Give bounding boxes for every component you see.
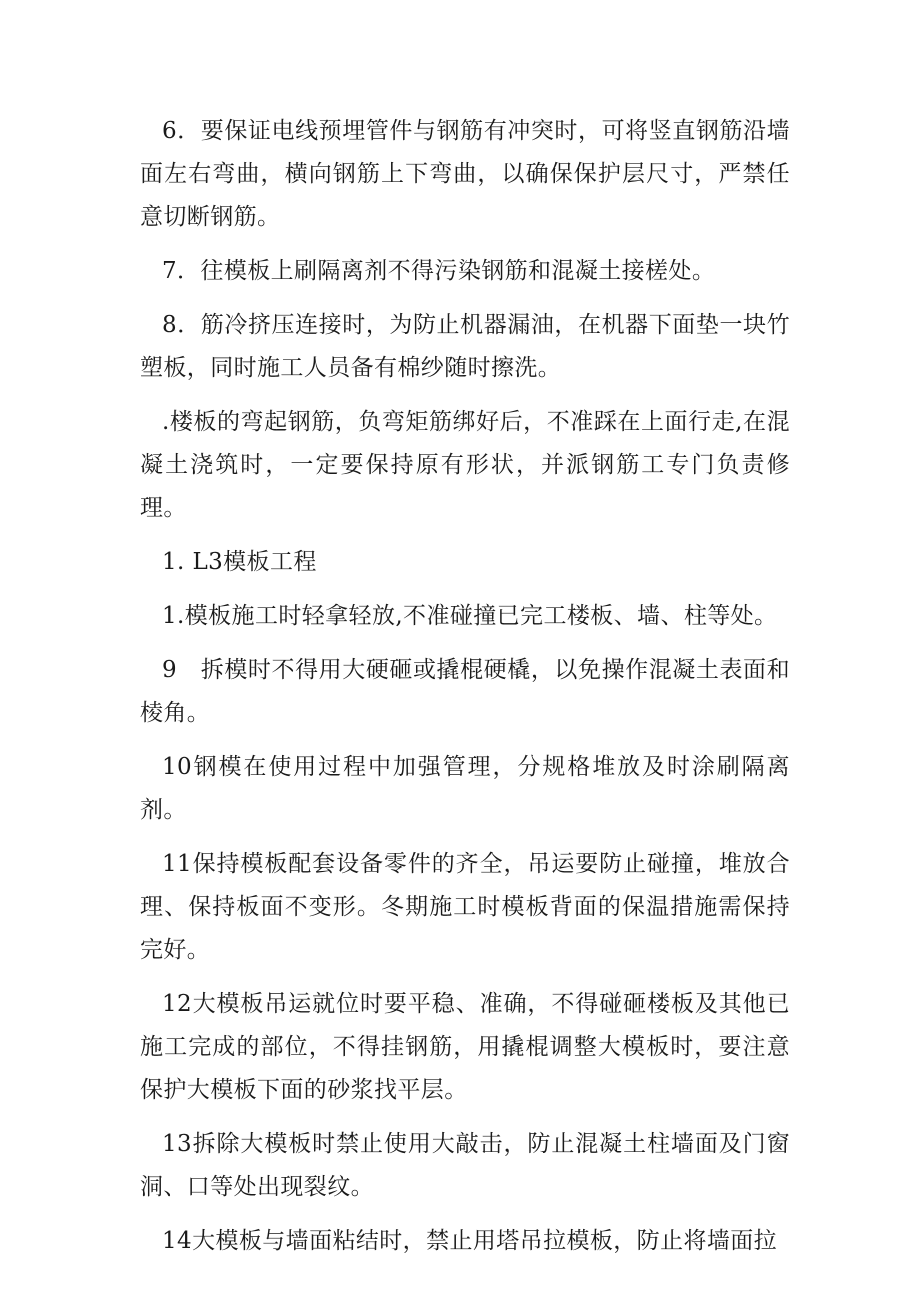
paragraph-item-6: 6．要保证电线预埋管件与钢筋有冲突时，可将竖直钢筋沿墙面左右弯曲，横向钢筋上下弯曲，以确保保护层尺寸，严禁任意切断钢筋。 [140,118,790,230]
section-heading-formwork: 1. L3模板工程 [162,549,317,575]
paragraph-item-11: 11保持模板配套设备零件的齐全，吊运要防止碰撞，堆放合理、保持板面不变形。冬期施工时模板背面的保温措施需保持完好。 [140,851,790,963]
paragraph-item-13: 13拆除大模板时禁止使用大敲击，防止混凝土柱墙面及门窗洞、口等处出现裂纹。 [140,1131,790,1200]
paragraph-item-12: 12大模板吊运就位时要平稳、准确，不得碰砸楼板及其他已施工完成的部位，不得挂钢筋，用撬棍调整大模板时，要注意保护大模板下面的砂浆找平层。 [140,991,790,1103]
paragraph-item-10: 10钢模在使用过程中加强管理，分规格堆放及时涂刷隔离剂。 [140,754,790,823]
paragraph-item-7: 7．往模板上刷隔离剂不得污染钢筋和混凝土接槎处。 [162,258,716,284]
paragraph-floor-slab-rebar: .楼板的弯起钢筋，负弯矩筋绑好后，不准踩在上面行走,在混凝土浇筑时，一定要保持原有形状，并派钢筋工专门负责修理。 [140,409,790,521]
paragraph-item-14: 14大模板与墙面粘结时，禁止用塔吊拉模板，防止将墙面拉 [162,1228,778,1254]
paragraph-formwork-1: 1.模板施工时轻拿轻放,不准碰撞已完工楼板、墙、柱等处。 [162,603,778,629]
paragraph-item-9: 9 拆模时不得用大硬砸或撬棍硬橇，以免操作混凝土表面和棱角。 [140,657,790,726]
paragraph-item-8: 8．筋冷挤压连接时，为防止机器漏油，在机器下面垫一块竹塑板，同时施工人员备有棉纱随时擦洗。 [140,312,790,381]
